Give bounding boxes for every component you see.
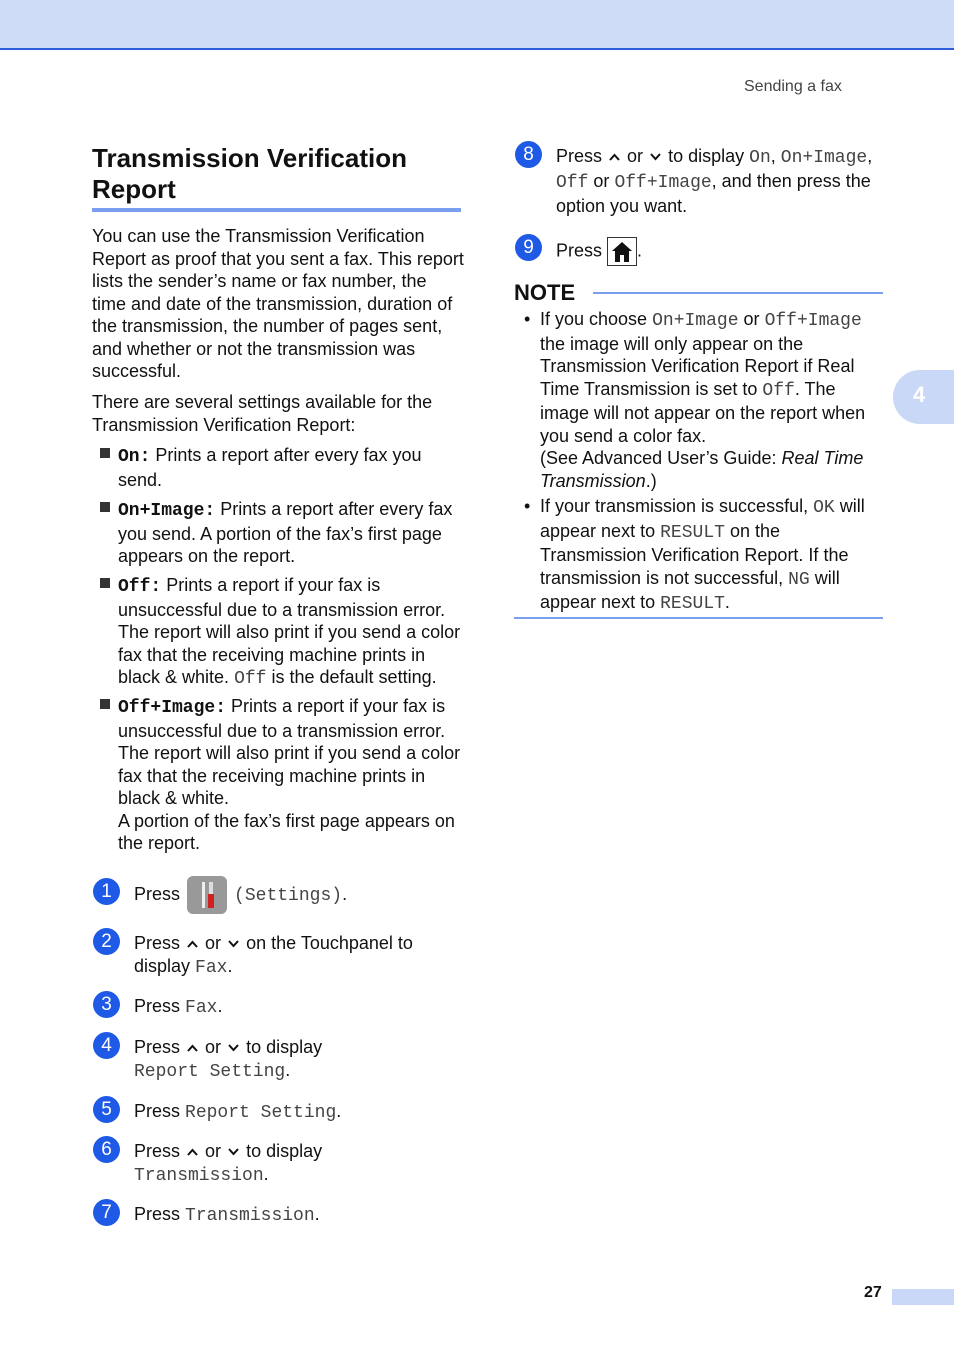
page-number-bar xyxy=(892,1289,954,1305)
step-number-9: 9 xyxy=(515,234,542,261)
note-item-1: • If you choose On+Image or Off+Image the image will only appear on the Transmission Verification Report if Real Time Transmission is set to Off. The image will not appear on the report when you send a color fax. (See Advanced User’s Guide: Real Time Transmission.) xyxy=(524,309,866,491)
setting-off: Off: Prints a report if your fax is unsuccessful due to a transmission error. The report will also print if you send a color fax that the receiving machine prints in black & white. Off is the default setting. xyxy=(118,574,468,691)
step-8: Press or to display On, On+Image, Off or Off+Image, and then press the option you want. xyxy=(556,146,873,216)
down-arrow-icon xyxy=(228,940,239,948)
settings-icon[interactable] xyxy=(187,876,227,914)
step-7: Press Transmission. xyxy=(134,1204,320,1226)
step-number-8: 8 xyxy=(515,141,542,168)
bullet-square-icon xyxy=(100,448,110,458)
step-number-4: 4 xyxy=(93,1032,120,1059)
note-item-2: • If your transmission is successful, OK will appear next to RESULT on the Transmission Verification Report. If the transmission is not successful, NG will appear next to RESULT. xyxy=(524,496,865,614)
home-icon[interactable] xyxy=(607,237,637,266)
up-arrow-icon xyxy=(187,1044,198,1052)
setting-on: On: Prints a report after every fax you send. xyxy=(118,444,468,491)
note-heading: NOTE xyxy=(514,280,576,305)
bullet-dot-icon: • xyxy=(524,309,531,329)
step-number-3: 3 xyxy=(93,991,120,1018)
step-4: Press or to display Report Setting. xyxy=(134,1037,323,1082)
setting-off-image: Off+Image: Prints a report if your fax is unsuccessful due to a transmission error. The report will also print if you send a color fax that the receiving machine prints in black & white. A portion of the fax’s first page appears on the report. xyxy=(118,695,468,855)
note-bottom-rule xyxy=(514,617,883,619)
up-arrow-icon xyxy=(187,940,198,948)
setting-on-image: On+Image: Prints a report after every fax you send. A portion of the fax’s first page appears on the report. xyxy=(118,498,468,568)
down-arrow-icon xyxy=(228,1044,239,1052)
down-arrow-icon xyxy=(650,153,661,161)
step-number-1: 1 xyxy=(93,878,120,905)
running-header: Sending a fax xyxy=(744,78,842,95)
step-2: Press or on the Touchpanel to display Fax. xyxy=(134,933,413,978)
title-underline xyxy=(92,208,461,212)
step-6: Press or to display Transmission. xyxy=(134,1141,323,1186)
top-banner xyxy=(0,0,954,50)
step-5: Press Report Setting. xyxy=(134,1101,342,1123)
section-title: Transmission Verification Report xyxy=(92,143,407,204)
chapter-tab xyxy=(893,370,954,424)
step-9: Press . xyxy=(556,237,642,266)
step-number-7: 7 xyxy=(93,1199,120,1226)
intro-paragraph-2: There are several settings available for the Transmission Verification Report: xyxy=(92,392,433,435)
note-rule xyxy=(593,292,883,294)
step-number-5: 5 xyxy=(93,1096,120,1123)
bullet-dot-icon: • xyxy=(524,496,531,516)
intro-paragraph-1: You can use the Transmission Verification Report as proof that you sent a fax. This report lists the sender’s name or fax number, the time and date of the transmission, duration of the transmission, the number of pages sent, and whether or not the transmission was successful. xyxy=(92,226,464,381)
step-3: Press Fax. xyxy=(134,996,223,1018)
down-arrow-icon xyxy=(228,1148,239,1156)
up-arrow-icon xyxy=(609,153,620,161)
chapter-number: 4 xyxy=(913,382,926,407)
step-number-6: 6 xyxy=(93,1136,120,1163)
bullet-square-icon xyxy=(100,578,110,588)
step-1: Press (Settings). xyxy=(134,876,464,914)
page-number: 27 xyxy=(864,1284,882,1301)
step-number-2: 2 xyxy=(93,928,120,955)
up-arrow-icon xyxy=(187,1148,198,1156)
bullet-square-icon xyxy=(100,502,110,512)
bullet-square-icon xyxy=(100,699,110,709)
